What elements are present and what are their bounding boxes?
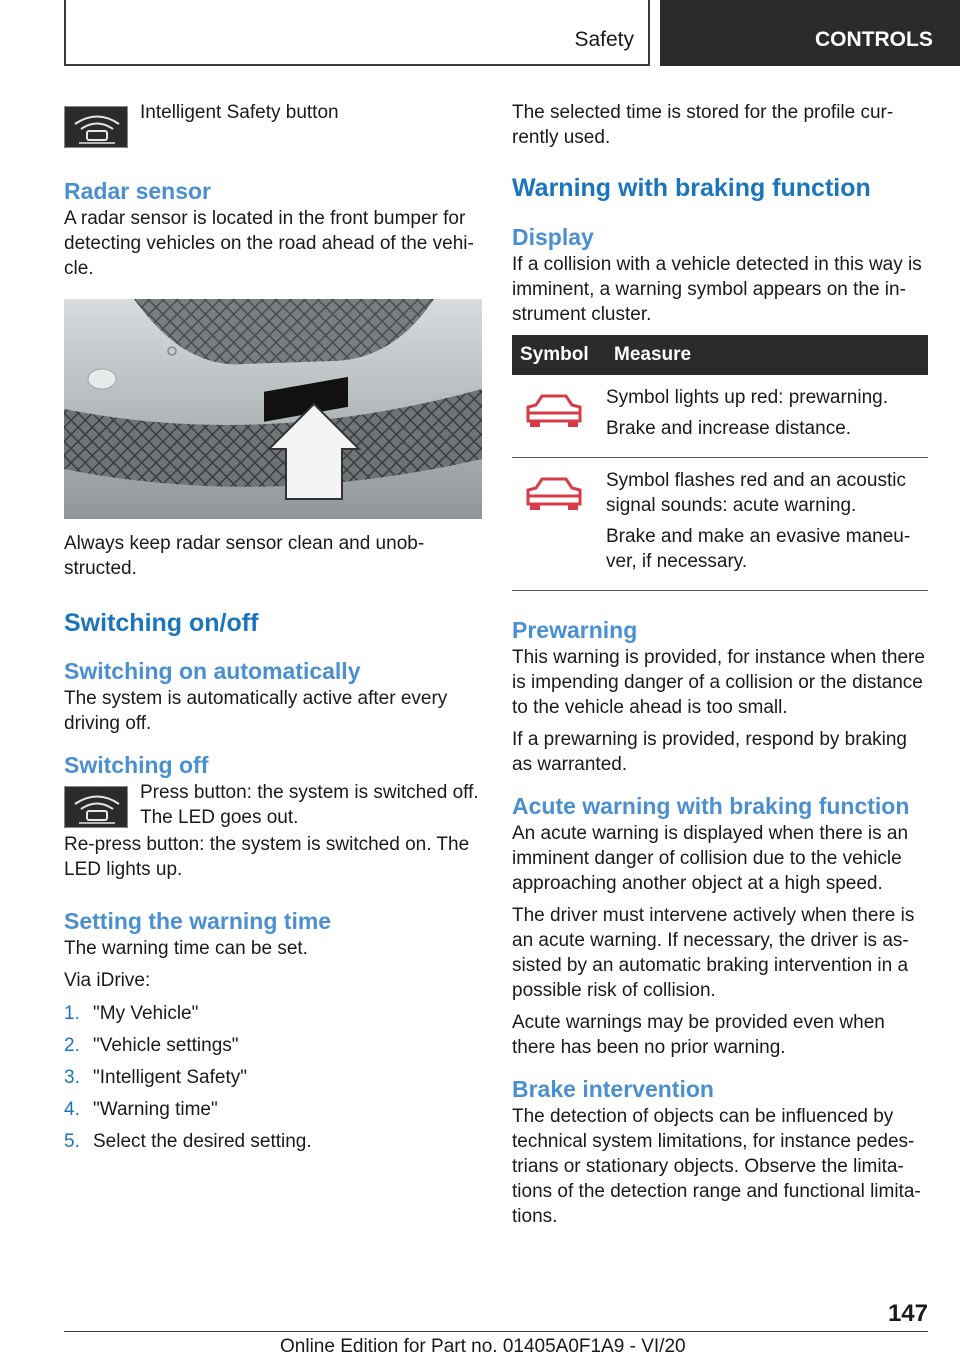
table-row [512, 375, 928, 458]
prewarning-text-2: If a prewarning is provided, respond by braking as warranted. [512, 729, 908, 775]
idrive-steps-list [64, 1001, 482, 1154]
display-text: If a collision with a vehicle detected in this way is imminent, a warning symbol appears on the in-strument cluster. [512, 254, 922, 325]
display-heading: Display [512, 224, 594, 250]
left-column [64, 100, 482, 1161]
car-warning-icon [522, 474, 586, 514]
photo-caption: Always keep radar sensor clean and unob-structed. [64, 533, 425, 579]
switching-heading: Switching on/off [64, 609, 259, 637]
acute-text-2: The driver must intervene actively when there is an acute warning. If necessary, the driver is as-sisted by an automatic braking intervention in a possible risk of collision. [512, 905, 915, 1001]
header-chapter-title: CONTROLS [815, 28, 933, 51]
stored-text: The selected time is stored for the profile cur-rently used. [512, 102, 894, 148]
header-section-box [64, 0, 650, 66]
header-section-title: Safety [574, 28, 634, 51]
repress-text: Re-press button: the system is switched on. The LED lights up. [64, 834, 470, 880]
car-warning-icon [522, 391, 586, 431]
acute-text-1: An acute warning is displayed when there is an imminent danger of collision due to the vehicle approaching another object at a high speed. [512, 823, 909, 894]
warning-time-text: The warning time can be set. [64, 938, 308, 959]
symbol-table [512, 335, 928, 591]
brake-intervention-heading: Brake intervention [512, 1076, 714, 1102]
via-idrive-text: Via iDrive: [64, 970, 151, 991]
header-chapter-box [660, 0, 960, 66]
row2-line1: Symbol flashes red and an acoustic signal sounds: acute warning. [606, 470, 906, 516]
switching-off-heading: Switching off [64, 752, 209, 778]
row2-line2: Brake and make an evasive maneu-ver, if necessary. [606, 526, 911, 572]
auto-text: The system is automatically active after every driving off. [64, 688, 448, 734]
list-item: 2. "Vehicle settings" [64, 1035, 239, 1056]
auto-heading: Switching on automatically [64, 658, 361, 684]
list-item: 3. "Intelligent Safety" [64, 1067, 247, 1088]
radar-sensor-text: A radar sensor is located in the front bumper for detecting vehicles on the road ahead of the vehi-cle. [64, 208, 474, 279]
intelligent-safety-button-row [64, 100, 482, 152]
prewarning-text-1: This warning is provided, for instance when there is impending danger of a collision or the distance to the vehicle ahead is too small. [512, 647, 925, 718]
page-number: 147 [887, 1300, 928, 1327]
list-item: 5. Select the desired setting. [64, 1131, 312, 1152]
acute-heading: Acute warning with braking function [512, 793, 910, 819]
brake-intervention-text: The detection of objects can be influenced by technical system limitations, for instance pedes-trians or stationary objects. Observe the limita-tions of the detection range and functional limita-tions. [512, 1106, 921, 1227]
symbol-column-header: Symbol [512, 335, 606, 375]
intelligent-safety-button-icon [64, 786, 128, 828]
list-item: 1. "My Vehicle" [64, 1003, 199, 1024]
switching-off-text: Press button: the system is switched off. The LED goes out. [140, 782, 479, 828]
right-column [512, 100, 928, 1236]
list-item: 4. "Warning time" [64, 1099, 218, 1120]
intelligent-safety-button-icon [64, 106, 128, 148]
button-caption: Intelligent Safety button [140, 102, 339, 123]
footer-divider [64, 1331, 928, 1332]
prewarning-heading: Prewarning [512, 617, 638, 643]
footer-edition: Online Edition for Part no. 01405A0F1A9 - VI/20 [280, 1336, 686, 1357]
warning-time-heading: Setting the warning time [64, 908, 332, 934]
acute-text-3: Acute warnings may be provided even when there has been no prior warning. [512, 1012, 885, 1058]
table-row [512, 458, 928, 591]
radar-sensor-photo [64, 299, 482, 519]
row1-line2: Brake and increase distance. [606, 418, 852, 439]
row1-line1: Symbol lights up red: prewarning. [606, 387, 888, 408]
measure-column-header: Measure [606, 335, 928, 375]
switching-off-button-row [64, 780, 482, 832]
braking-heading: Warning with braking function [512, 174, 871, 202]
radar-sensor-heading: Radar sensor [64, 178, 212, 204]
